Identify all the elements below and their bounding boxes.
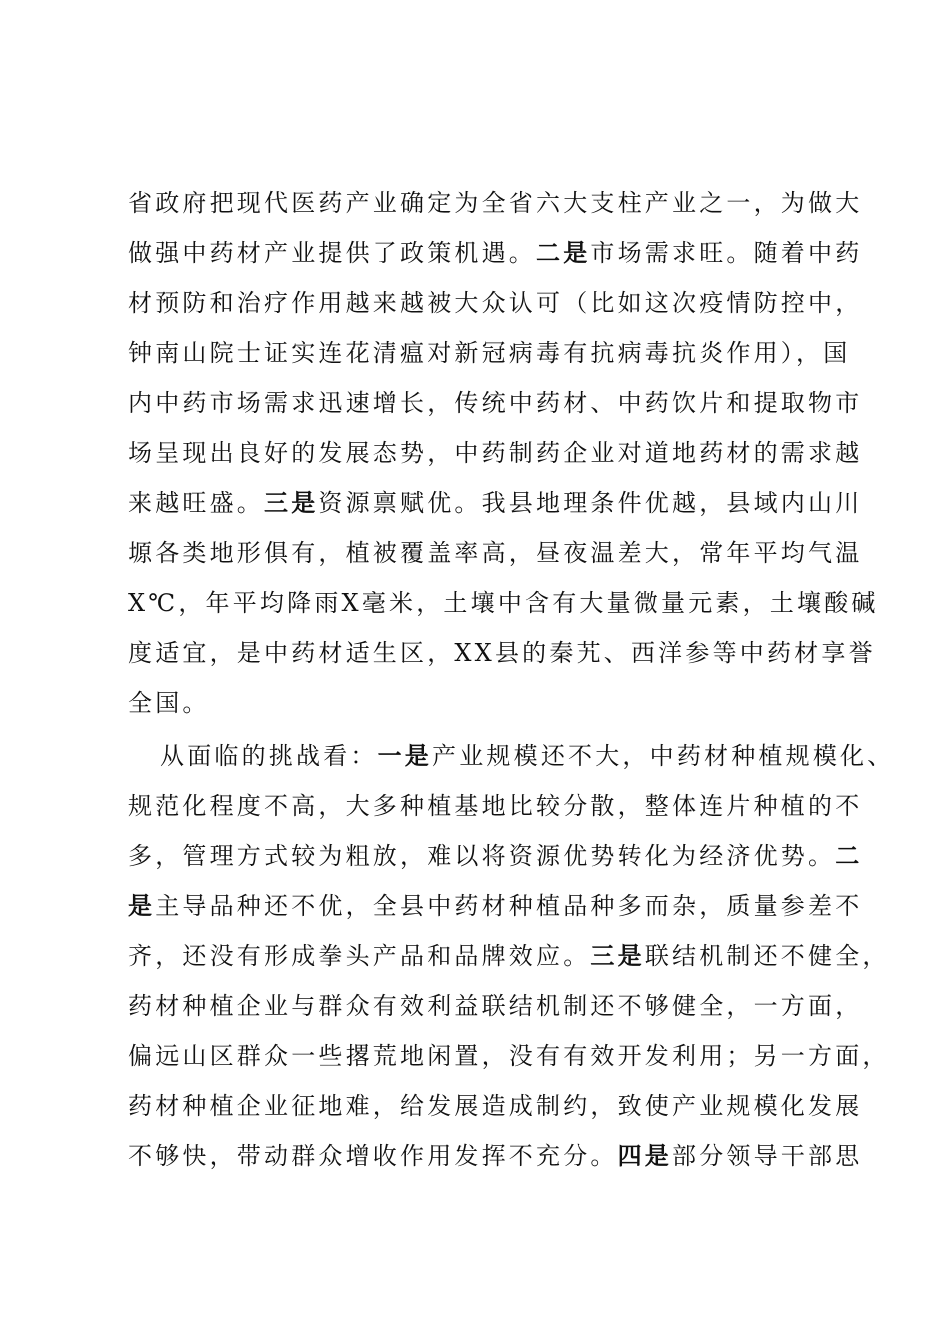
line-text: 多，管理方式较为粗放，难以将资源优势转化为经济优势。 — [128, 842, 836, 870]
line-text: 从面临的挑战看： — [160, 742, 378, 770]
text-line — [128, 1134, 863, 1178]
line-text: 联结机制还不健全， — [644, 942, 890, 970]
line-text: 偏远山区群众一些撂荒地闲置，没有有效开发利用；另一方面， — [128, 1042, 890, 1070]
text-line — [128, 681, 858, 725]
line-text: 钟南山院士证实连花清瘟对新冠病毒有抗病毒抗炎作用），国 — [128, 339, 851, 367]
line-text: 产业规模还不大，中药材种植规模化、 — [432, 742, 895, 770]
line-text: 不够快，带动群众增收作用发挥不充分。 — [128, 1142, 618, 1170]
text-line — [128, 231, 863, 275]
line-text: 来越旺盛。 — [128, 489, 264, 517]
line-text: 市场需求旺。随着中药 — [590, 239, 863, 267]
text-line — [128, 784, 863, 828]
bold-marker: 三是 — [590, 942, 645, 970]
line-text: 内中药市场需求迅速增长，传统中药材、中药饮片和提取物市 — [128, 389, 863, 417]
text-line — [160, 734, 895, 778]
text-line — [128, 1084, 863, 1128]
line-text: 塬各类地形俱有，植被覆盖率高，昼夜温差大，常年平均气温 — [128, 539, 863, 567]
bold-marker: 一是 — [377, 742, 433, 770]
line-text: 材预防和治疗作用越来越被大众认可（比如这次疫情防控中， — [128, 289, 863, 317]
text-line — [128, 581, 879, 625]
line-text: 资源禀赋优。我县地理条件优越，县域内山川 — [318, 489, 863, 517]
text-line — [128, 381, 863, 425]
line-text: 省政府把现代医药产业确定为全省六大支柱产业之一，为做大 — [128, 189, 863, 217]
text-line — [128, 331, 858, 375]
line-text: 做强中药材产业提供了政策机遇。 — [128, 239, 536, 267]
bold-marker: 二 — [835, 842, 863, 870]
bold-marker: 是 — [128, 892, 156, 920]
text-line — [128, 1034, 890, 1078]
text-line — [128, 631, 876, 675]
line-text: 齐，还没有形成拳头产品和品牌效应。 — [128, 942, 591, 970]
text-line — [128, 181, 863, 225]
text-line — [128, 281, 863, 325]
bold-marker: 四是 — [617, 1142, 673, 1170]
text-line — [128, 884, 863, 928]
text-line — [128, 481, 863, 525]
text-line — [128, 431, 863, 475]
line-text: 主导品种还不优，全县中药材种植品种多而杂，质量参差不 — [155, 892, 863, 920]
line-text: 药材种植企业征地难，给发展造成制约，致使产业规模化发展 — [128, 1092, 863, 1120]
line-text: 部分领导干部思 — [672, 1142, 863, 1170]
text-line — [128, 934, 890, 978]
text-line — [128, 984, 863, 1028]
line-text: 规范化程度不高，大多种植基地比较分散，整体连片种植的不 — [128, 792, 863, 820]
text-line — [128, 531, 863, 575]
line-text: 场呈现出良好的发展态势，中药制药企业对道地药材的需求越 — [128, 439, 863, 467]
line-text: 药材种植企业与群众有效利益联结机制还不够健全，一方面， — [128, 992, 863, 1020]
line-text: X℃，年平均降雨X毫米，土壤中含有大量微量元素，土壤酸碱 — [128, 589, 879, 617]
bold-marker: 三是 — [264, 489, 319, 517]
line-text: 全国。 — [128, 689, 210, 717]
line-text: 度适宜，是中药材适生区，XX县的秦艽、西洋参等中药材享誉 — [128, 639, 876, 667]
text-line — [128, 834, 863, 878]
bold-marker: 二是 — [536, 239, 591, 267]
